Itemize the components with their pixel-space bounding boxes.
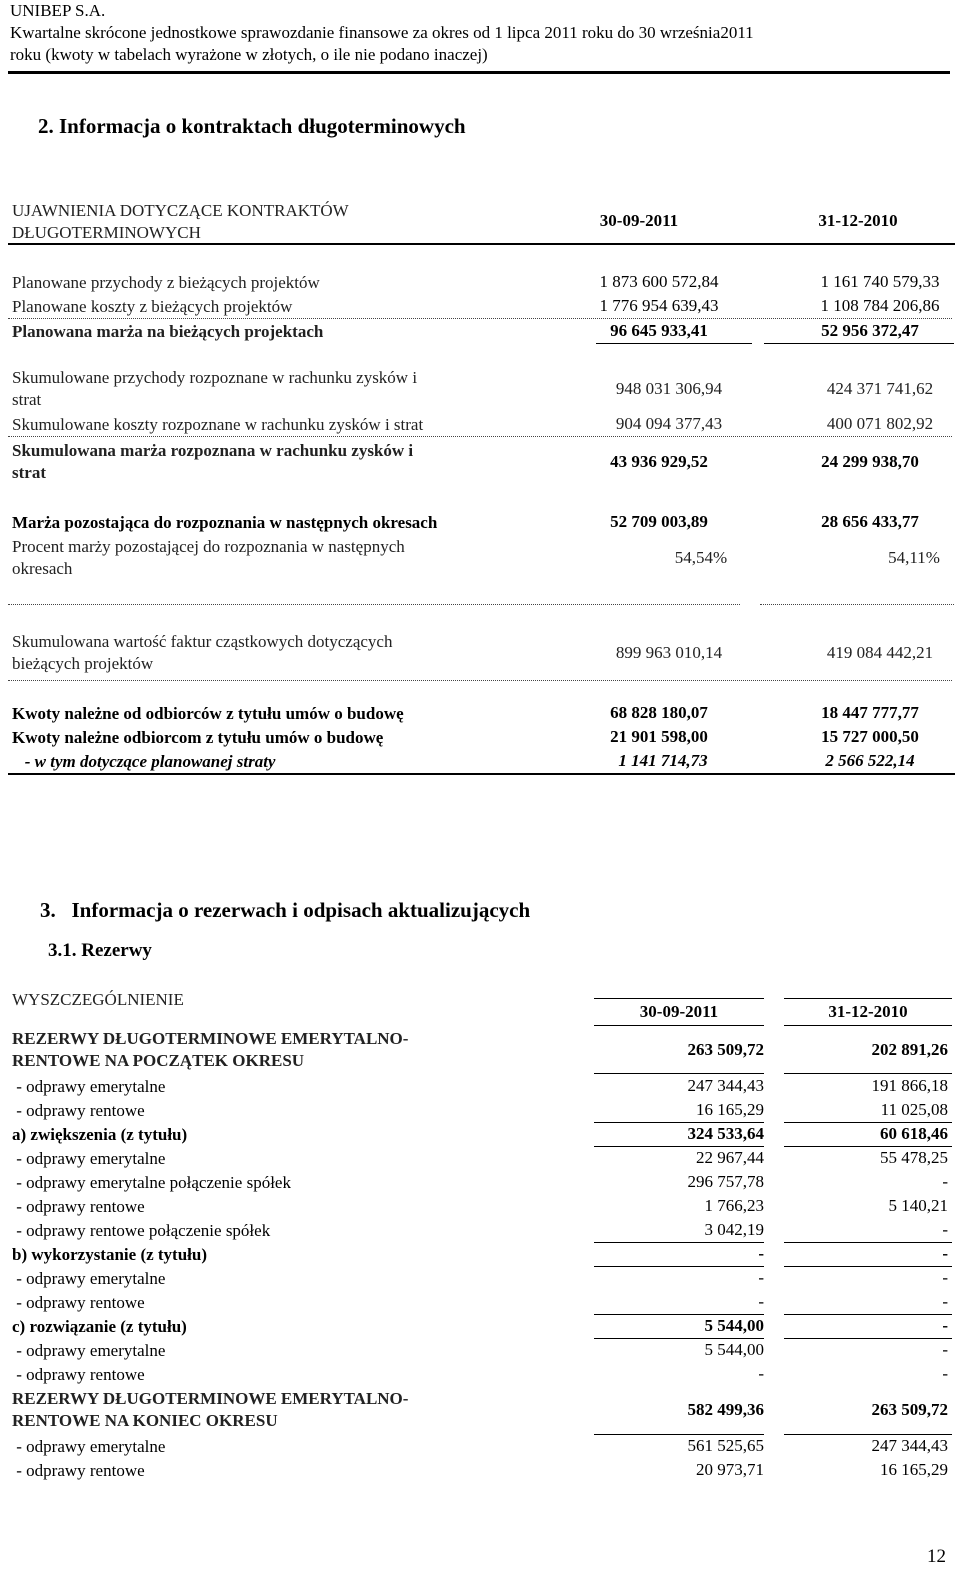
reserves-row-label: - odprawy emerytalne: [12, 1077, 166, 1096]
contracts-col-header-2011: 30-09-2011: [599, 211, 679, 230]
reserves-col-header-2010: 31-12-2010: [828, 1002, 908, 1021]
label-line: Skumulowana wartość faktur cząstkowych dotyczących: [12, 632, 393, 651]
reserves-value-2011: 5 544,00: [704, 1340, 764, 1359]
reserves-value-2010: -: [942, 1364, 948, 1383]
subtotal-rule: [784, 1266, 952, 1267]
reserves-row-label: - odprawy emerytalne: [12, 1149, 166, 1168]
subtotal-rule: [784, 1338, 952, 1339]
reserves-value-2010: 263 509,72: [871, 1400, 948, 1419]
label-line: REZERWY DŁUGOTERMINOWE EMERYTALNO-: [12, 1389, 409, 1408]
contracts-row-value-2010: 24 299 938,70: [821, 452, 919, 471]
contracts-row-value-2011: 899 963 010,14: [615, 643, 723, 662]
contracts-table-title-line-2: DŁUGOTERMINOWYCH: [12, 223, 201, 242]
reserves-value-2010: -: [942, 1316, 948, 1335]
contracts-col-header-2010: 31-12-2010: [818, 211, 898, 230]
col-header-bottom-rule: [784, 1025, 952, 1026]
contracts-table-title-line-1: UJAWNIENIA DOTYCZĄCE KONTRAKTÓW: [12, 201, 349, 220]
contracts-row-value-2011: 96 645 933,41: [610, 321, 708, 340]
reserves-row-label-multiline: [12, 1388, 408, 1432]
subtotal-rule: [594, 1266, 764, 1267]
col-header-bottom-rule: [594, 1025, 764, 1026]
contracts-row-value-2011: 948 031 306,94: [615, 379, 723, 398]
contracts-row-value-2011: 1 873 600 572,84: [599, 272, 719, 291]
contracts-row-value-2010: 1 161 740 579,33: [820, 272, 940, 291]
contracts-row-label: Planowane koszty z bieżących projektów: [12, 297, 293, 316]
subtotal-rule: [594, 1314, 764, 1315]
label-line: RENTOWE NA KONIEC OKRESU: [12, 1411, 278, 1430]
row-separator: [8, 604, 740, 605]
reserves-value-2010: 55 478,25: [880, 1148, 948, 1167]
contracts-row-label-multiline: [12, 440, 413, 484]
reserves-value-2011: 296 757,78: [687, 1172, 764, 1191]
subtotal-rule: [594, 1073, 764, 1074]
report-title-line-1: Kwartalne skrócone jednostkowe sprawozdanie finansowe za okres od 1 lipca 2011 roku do 30 września2011: [10, 23, 754, 42]
reserves-value-2011: -: [758, 1268, 764, 1287]
reserves-value-2010: 11 025,08: [880, 1100, 948, 1119]
reserves-value-2010: -: [942, 1268, 948, 1287]
subtotal-rule: [784, 1434, 952, 1435]
reserves-row-label: - odprawy rentowe: [12, 1461, 145, 1480]
reserves-value-2011: 22 967,44: [696, 1148, 764, 1167]
contracts-row-value-2010: 54,11%: [888, 548, 940, 567]
contracts-row-value-2010: 15 727 000,50: [821, 727, 919, 746]
label-line: Skumulowana marża rozpoznana w rachunku zysków i: [12, 441, 414, 460]
subtotal-rule: [594, 1242, 764, 1243]
reserves-value-2011: 324 533,64: [687, 1124, 764, 1143]
reserves-value-2010: 202 891,26: [871, 1040, 948, 1059]
subtotal-rule: [594, 1434, 764, 1435]
contracts-row-value-2011: 904 094 377,43: [615, 414, 723, 433]
subtotal-rule: [594, 1122, 764, 1123]
contracts-row-label-multiline: [12, 367, 417, 411]
reserves-row-label: b) wykorzystanie (z tytułu): [12, 1245, 208, 1264]
label-line: okresach: [12, 559, 73, 578]
contracts-row-value-2010: 18 447 777,77: [821, 703, 919, 722]
reserves-row-label: - odprawy emerytalne: [12, 1341, 166, 1360]
contracts-row-label: Kwoty należne odbiorcom z tytułu umów o budowę: [12, 728, 384, 747]
contracts-row-label-multiline: [12, 536, 405, 580]
reserves-row-label: - odprawy rentowe: [12, 1365, 145, 1384]
reserves-row-label: - odprawy rentowe: [12, 1197, 145, 1216]
row-separator: [760, 604, 954, 605]
contracts-bottom-rule: [8, 773, 955, 775]
subtotal-rule: [784, 1242, 952, 1243]
label-line: strat: [12, 463, 46, 482]
contracts-row-value-2010: 2 566 522,14: [825, 751, 915, 770]
label-line: strat: [12, 390, 42, 409]
section-3-title: 3. Informacja o rezerwach i odpisach aktualizujących: [40, 898, 531, 922]
reserves-row-label: - odprawy rentowe: [12, 1293, 145, 1312]
company-name: UNIBEP S.A.: [10, 1, 106, 20]
label-line: RENTOWE NA POCZĄTEK OKRESU: [12, 1051, 305, 1070]
contracts-row-value-2011: 21 901 598,00: [610, 727, 708, 746]
reserves-value-2010: 60 618,46: [880, 1124, 948, 1143]
contracts-row-value-2010: 52 956 372,47: [821, 321, 919, 340]
row-separator: [8, 680, 952, 681]
contracts-row-value-2011: 68 828 180,07: [610, 703, 708, 722]
subtotal-rule: [784, 1073, 952, 1074]
contracts-row-label-multiline: [12, 631, 392, 675]
contracts-row-label: Planowana marża na bieżących projektach: [12, 322, 324, 341]
contracts-row-value-2011: 52 709 003,89: [610, 512, 708, 531]
reserves-value-2011: 3 042,19: [704, 1220, 764, 1239]
reserves-value-2011: 263 509,72: [687, 1040, 764, 1059]
reserves-value-2011: 20 973,71: [696, 1460, 764, 1479]
contracts-header-rule: [8, 243, 955, 245]
reserves-value-2010: -: [942, 1220, 948, 1239]
reserves-value-2010: 191 866,18: [871, 1076, 948, 1095]
contracts-row-value-2011: 1 141 714,73: [618, 751, 708, 770]
contracts-row-label: Marża pozostająca do rozpoznania w następnych okresach: [12, 513, 438, 532]
reserves-value-2011: 16 165,29: [696, 1100, 764, 1119]
header-divider: [8, 71, 950, 74]
contracts-row-label: Planowane przychody z bieżących projektów: [12, 273, 320, 292]
label-line: Procent marży pozostającej do rozpoznania w następnych: [12, 537, 405, 556]
reserves-value-2011: 5 544,00: [704, 1316, 764, 1335]
reserves-row-label: - odprawy rentowe: [12, 1101, 145, 1120]
row-separator: [8, 436, 952, 437]
reserves-row-label: - odprawy emerytalne: [12, 1269, 166, 1288]
reserves-value-2011: 582 499,36: [687, 1400, 764, 1419]
subtotal-rule: [764, 343, 954, 344]
subtotal-rule: [596, 343, 752, 344]
contracts-row-value-2010: 424 371 741,62: [826, 379, 934, 398]
reserves-row-label: - odprawy emerytalne połączenie spółek: [12, 1173, 291, 1192]
reserves-value-2010: 5 140,21: [888, 1196, 948, 1215]
reserves-value-2011: 1 766,23: [704, 1196, 764, 1215]
contracts-row-label: Skumulowane koszty rozpoznane w rachunku zysków i strat: [12, 415, 424, 434]
contracts-row-value-2010: 1 108 784 206,86: [820, 296, 940, 315]
reserves-row-label: a) zwiększenia (z tytułu): [12, 1125, 188, 1144]
contracts-row-label: - w tym dotyczące planowanej straty: [12, 752, 276, 771]
contracts-row-value-2011: 1 776 954 639,43: [599, 296, 719, 315]
contracts-table-title: [12, 200, 349, 244]
reserves-value-2011: 247 344,43: [687, 1076, 764, 1095]
reserves-value-2011: -: [758, 1244, 764, 1263]
reserves-value-2011: 561 525,65: [687, 1436, 764, 1455]
reserves-value-2010: -: [942, 1340, 948, 1359]
section-2-title: 2. Informacja o kontraktach długoterminowych: [38, 114, 466, 138]
subtotal-rule: [784, 1122, 952, 1123]
label-line: REZERWY DŁUGOTERMINOWE EMERYTALNO-: [12, 1029, 409, 1048]
contracts-row-value-2011: 43 936 929,52: [610, 452, 708, 471]
reserves-row-label-multiline: [12, 1028, 408, 1072]
subtotal-rule: [784, 1314, 952, 1315]
reserves-value-2010: -: [942, 1172, 948, 1191]
subtotal-rule: [594, 1146, 764, 1147]
reserves-value-2010: 247 344,43: [871, 1436, 948, 1455]
reserves-value-2011: -: [758, 1292, 764, 1311]
reserves-head-label: WYSZCZEGÓLNIENIE: [12, 990, 184, 1009]
reserves-value-2011: -: [758, 1364, 764, 1383]
contracts-row-label: Kwoty należne od odbiorców z tytułu umów o budowę: [12, 704, 404, 723]
col-header-top-rule: [594, 998, 764, 999]
contracts-row-value-2010: 28 656 433,77: [821, 512, 919, 531]
report-title-line-2: roku (kwoty w tabelach wyrażone w złotych, o ile nie podano inaczej): [10, 45, 488, 64]
reserves-value-2010: 16 165,29: [880, 1460, 948, 1479]
subtotal-rule: [594, 1338, 764, 1339]
contracts-row-value-2010: 400 071 802,92: [826, 414, 934, 433]
label-line: bieżących projektów: [12, 654, 154, 673]
col-header-top-rule: [784, 998, 952, 999]
reserves-row-label: c) rozwiązanie (z tytułu): [12, 1317, 187, 1336]
reserves-row-label: - odprawy emerytalne: [12, 1437, 166, 1456]
page-number: 12: [927, 1546, 946, 1567]
reserves-value-2010: -: [942, 1292, 948, 1311]
row-separator: [8, 318, 952, 319]
section-3-1-subtitle: 3.1. Rezerwy: [48, 940, 152, 961]
reserves-row-label: - odprawy rentowe połączenie spółek: [12, 1221, 271, 1240]
contracts-row-value-2011: 54,54%: [674, 548, 728, 567]
contracts-row-value-2010: 419 084 442,21: [826, 643, 934, 662]
reserves-value-2010: -: [942, 1244, 948, 1263]
label-line: Skumulowane przychody rozpoznane w rachunku zysków i: [12, 368, 418, 387]
subtotal-rule: [784, 1146, 952, 1147]
reserves-col-header-2011: 30-09-2011: [639, 1002, 719, 1021]
